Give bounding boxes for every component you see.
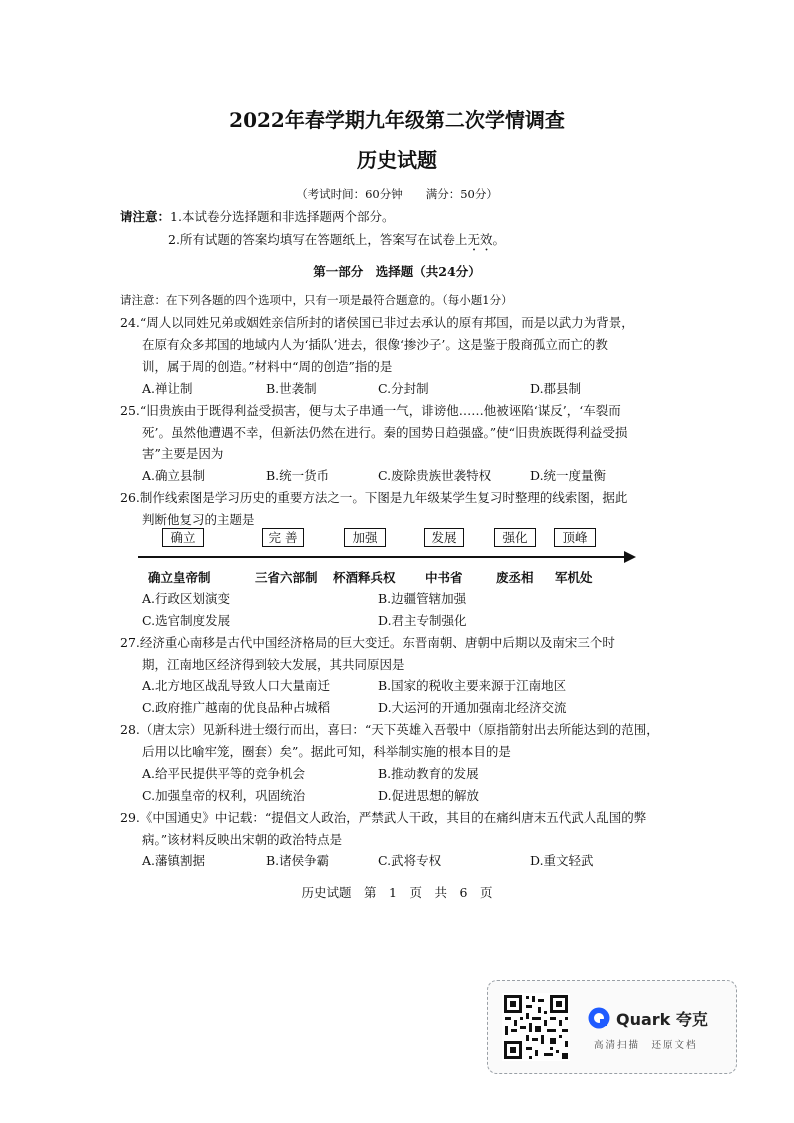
timeline-arrow-head-icon <box>624 551 636 563</box>
q28-line-1: 28.（唐太宗）见新科进士缀行而出，喜曰：“天下英雄入吾彀中（原指箭射出去所能达到的范围， <box>120 722 659 737</box>
q24-line-2: 在原有众多邦国的地域内人为‘插队’进去，很像‘掺沙子’。这是鉴于殷商孤立而亡的教 <box>142 337 608 352</box>
q24-option-d: D.郡县制 <box>530 381 582 396</box>
page-title: 2022年春学期九年级第二次学情调查 <box>229 108 565 132</box>
q26-line-1: 26.制作线索图是学习历史的重要方法之一。下图是九年级某学生复习时整理的线索图，据此 <box>120 490 628 505</box>
timeline-box-6: 顶峰 <box>554 528 596 547</box>
timeline-label-6: 军机处 <box>555 570 593 585</box>
timeline-box-4: 发展 <box>424 528 464 547</box>
page-subtitle: 历史试题 <box>357 148 437 172</box>
timeline-box-3: 加强 <box>344 528 386 547</box>
q26-line-2: 判断他复习的主题是 <box>142 512 255 527</box>
part1-heading: 第一部分 选择题（共24分） <box>313 264 481 279</box>
timeline-label-3: 杯酒释兵权 <box>333 570 396 585</box>
q25-line-2: 死’。虽然他遭遇不幸，但新法仍然在进行。秦的国势日趋强盛。”使“旧贵族既得利益受损 <box>142 425 628 440</box>
q28-option-c: C.加强皇帝的权利，巩固统治 <box>142 788 306 803</box>
quark-brand: Quark 夸克 <box>616 1010 708 1029</box>
q28-line-2: 后用以比喻牢笼，圈套）矣”。据此可知，科举制实施的根本目的是 <box>142 744 511 759</box>
q24-line-1: 24.“周人以同姓兄弟或姻姓亲信所封的诸侯国已非过去承认的原有邦国，而是以武力为背景， <box>120 315 634 330</box>
q27-line-2: 期，江南地区经济得到较大发展，其共同原因是 <box>142 657 405 672</box>
q26-option-b: B.边疆管辖加强 <box>378 591 467 606</box>
q25-line-1: 25.“旧贵族由于既得利益受损害，便与太子串通一气，诽谤他……他被诬陷‘谋反’，‘车裂而 <box>120 403 621 418</box>
q24-option-a: A.禅让制 <box>142 381 193 396</box>
timeline-box-2: 完 善 <box>262 528 304 547</box>
q25-option-c: C.废除贵族世袭特权 <box>378 468 492 483</box>
q25-line-3: 害”主要是因为 <box>142 446 224 461</box>
q27-option-d: D.大运河的开通加强南北经济交流 <box>378 700 567 715</box>
q28-option-a: A.给平民提供平等的竞争机会 <box>142 766 306 781</box>
q25-option-a: A.确立县制 <box>142 468 206 483</box>
timeline-label-2: 三省六部制 <box>255 570 318 585</box>
q26-option-c: C.选官制度发展 <box>142 613 231 628</box>
qr-code-icon <box>502 993 570 1061</box>
notice-item-2-end: 。 <box>492 232 505 247</box>
q29-line-1: 29.《中国通史》中记载：“提倡文人政治，严禁武人干政，其目的在痛纠唐末五代武人乱国的弊 <box>120 810 647 825</box>
q24-line-3: 训，属于周的创造。”材料中“周的创造”指的是 <box>142 359 393 374</box>
quark-logo-icon <box>588 1007 610 1029</box>
q29-option-d: D.重文轻武 <box>530 853 594 868</box>
timeline-label-4: 中书省 <box>425 570 463 585</box>
q26-option-d: D.君主专制强化 <box>378 613 467 628</box>
notice-item-1: 1.本试卷分选择题和非选择题两个部分。 <box>170 209 395 224</box>
notice-label: 请注意： <box>120 209 171 224</box>
notice-emphasis: 无效 <box>467 232 493 247</box>
notice-item-2: 2.所有试题的答案均填写在答题纸上，答案写在试卷上 <box>168 232 468 247</box>
q29-option-a: A.藩镇割据 <box>142 853 206 868</box>
q24-option-b: B.世袭制 <box>266 381 317 396</box>
q26-option-a: A.行政区划演变 <box>142 591 231 606</box>
q29-line-2: 病。”该材料反映出宋朝的政治特点是 <box>142 832 343 847</box>
notice-line-2 <box>168 230 505 254</box>
q25-option-d: D.统一度量衡 <box>530 468 607 483</box>
q29-option-b: B.诸侯争霸 <box>266 853 330 868</box>
timeline-arrow-line <box>138 556 626 558</box>
exam-info: （考试时间：60分钟 满分：50分） <box>296 187 498 201</box>
quark-tagline: 高清扫描 还原文档 <box>594 1040 698 1051</box>
q24-option-c: C.分封制 <box>378 381 429 396</box>
q27-line-1: 27.经济重心南移是古代中国经济格局的巨大变迁。东晋南朝、唐朝中后期以及南宋三个时 <box>120 635 615 650</box>
timeline-box-5: 强化 <box>494 528 536 547</box>
page-footer: 历史试题 第 1 页 共 6 页 <box>301 885 493 900</box>
timeline-box-1: 确立 <box>162 528 204 547</box>
timeline-label-1: 确立皇帝制 <box>148 570 211 585</box>
notice-line-1 <box>120 207 394 225</box>
q27-option-a: A.北方地区战乱导致人口大量南迁 <box>142 678 331 693</box>
q27-option-c: C.政府推广越南的优良品种占城稻 <box>142 700 331 715</box>
timeline-label-5: 废丞相 <box>496 570 534 585</box>
q27-option-b: B.国家的税收主要来源于江南地区 <box>378 678 567 693</box>
q25-option-b: B.统一货币 <box>266 468 330 483</box>
q29-option-c: C.武将专权 <box>378 853 442 868</box>
q28-option-b: B.推动教育的发展 <box>378 766 479 781</box>
q28-option-d: D.促进思想的解放 <box>378 788 480 803</box>
part1-instruction: 请注意：在下列各题的四个选项中，只有一项是最符合题意的。（每小题1分） <box>120 293 513 307</box>
